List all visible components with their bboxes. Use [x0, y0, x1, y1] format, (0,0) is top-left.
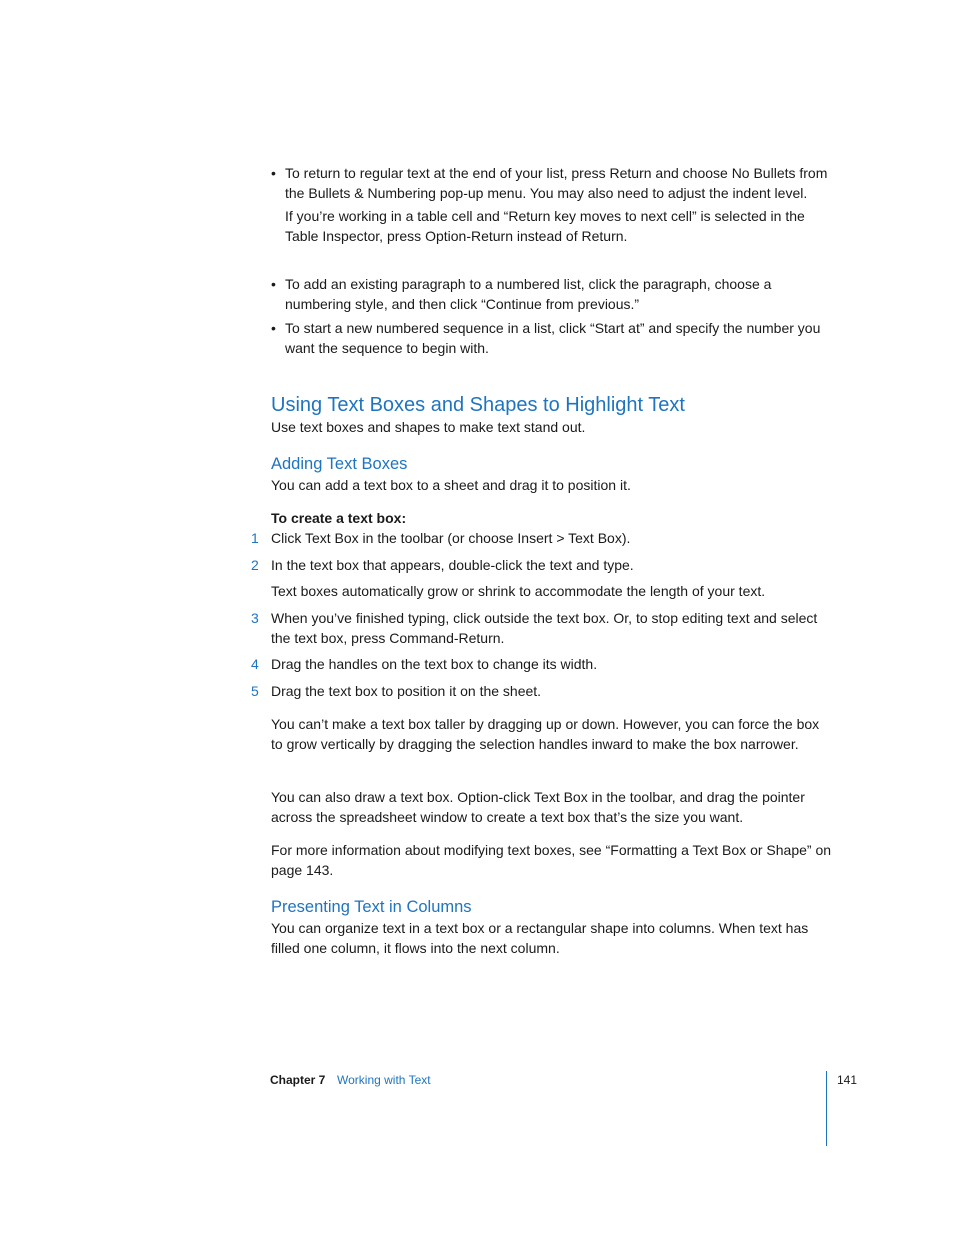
step-number: 4: [251, 656, 259, 672]
bullet-marker: •: [271, 165, 276, 181]
step-number: 3: [251, 610, 259, 626]
footer-divider: [826, 1071, 827, 1146]
step-number: 1: [251, 530, 259, 546]
subsection-heading-columns: Presenting Text in Columns: [271, 898, 472, 916]
section-intro: Use text boxes and shapes to make text stand out.: [271, 419, 586, 435]
task-label: To create a text box:: [271, 510, 407, 526]
section-heading: Using Text Boxes and Shapes to Highlight Text: [271, 394, 685, 416]
paragraph: You can also draw a text box. Option-click Text Box in the toolbar, and drag the pointer across the spreadsheet window to create a text box that’s the size you want.: [271, 789, 805, 825]
page-number: 141: [837, 1073, 858, 1087]
step-item: [251, 608, 831, 648]
bullet-subtext: If you’re working in a table cell and “Return key moves to next cell” is selected in the Table Inspector, press Option-Return instead of Return.: [285, 208, 805, 244]
step-number: 5: [251, 683, 259, 699]
subsection-heading-adding: Adding Text Boxes: [271, 455, 408, 473]
bullet-text: To start a new numbered sequence in a list, click “Start at” and specify the number you want the sequence to begin with.: [285, 320, 821, 356]
step-text: Click Text Box in the toolbar (or choose Insert > Text Box).: [271, 530, 631, 546]
paragraph: For more information about modifying text boxes, see “Formatting a Text Box or Shape” on page 143.: [271, 842, 832, 878]
bullet-item: [271, 163, 831, 246]
bullet-item: [271, 318, 831, 358]
step-number: 2: [251, 557, 259, 573]
footer-chapter: Chapter 7: [270, 1073, 326, 1087]
bullet-item: [271, 274, 831, 314]
bullet-marker: •: [271, 320, 276, 336]
footer-chapter-title: Working with Text: [337, 1073, 431, 1087]
step-note: Text boxes automatically grow or shrink to accommodate the length of your text.: [271, 583, 766, 599]
paragraph: You can’t make a text box taller by dragging up or down. However, you can force the box to grow vertically by dragging the selection handles inward to make the box narrower.: [271, 716, 820, 752]
step-text: Drag the text box to position it on the sheet.: [271, 683, 542, 699]
bullet-text: To return to regular text at the end of your list, press Return and choose No Bullets from the Bullets & Numbering pop-up menu. You may also need to adjust the indent level.: [285, 165, 828, 201]
bullet-marker: •: [271, 276, 276, 292]
step-item: [251, 681, 831, 701]
bullet-text: To add an existing paragraph to a numbered list, click the paragraph, choose a numbering style, and then click “Continue from previous.”: [285, 276, 772, 312]
step-text: Drag the handles on the text box to change its width.: [271, 656, 598, 672]
step-item: [251, 555, 831, 601]
step-item: [251, 528, 831, 548]
columns-intro: You can organize text in a text box or a rectangular shape into columns. When text has filled one column, it flows into the next column.: [271, 920, 809, 956]
step-text: In the text box that appears, double-click the text and type.: [271, 557, 634, 573]
step-text: When you’ve finished typing, click outside the text box. Or, to stop editing text and select the text box, press Command-Return.: [271, 610, 818, 646]
step-item: [251, 654, 831, 674]
adding-intro: You can add a text box to a sheet and drag it to position it.: [271, 477, 631, 493]
